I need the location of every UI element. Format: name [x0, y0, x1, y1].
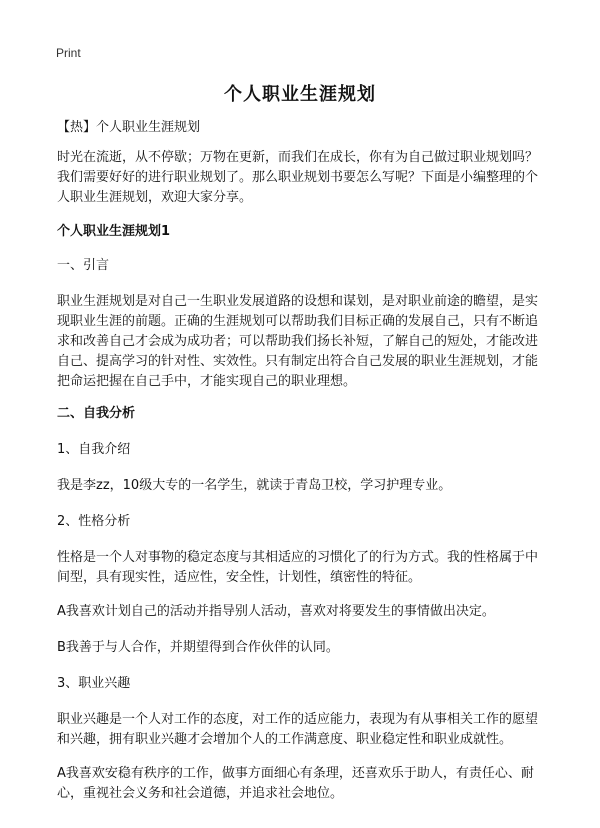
main-heading: 个人职业生涯规划1 [57, 224, 171, 239]
interest-item-a: A我喜欢安稳有秩序的工作，做事方面细心有条理，还喜欢乐于助人，有责任心、耐心，重视社会义务和社会道德，并追求社会地位。 [57, 766, 534, 801]
personality-item-a: A我喜欢计划自己的活动并指导别人活动，喜欢对将要发生的事情做出决定。 [57, 604, 495, 619]
introduction-paragraph: 职业生涯规划是对自己一生职业发展道路的设想和谋划，是对职业前途的瞻望，是实现职业生涯的前题。正确的生涯规划可以帮助我们目标正确的发展自己，只有不断追求和改善自己才会成为成功者；可以帮助我们扬长补短，了解自己的短处，才能改进自己、提高学习的针对性、实效性。只有制定出符合自己发展的职业生涯规划，才能把命运把握在自己手中，才能实现自己的职业理想。 [57, 294, 539, 389]
interest-paragraph: 职业兴趣是一个人对工作的态度，对工作的适应能力，表现为有从事相关工作的愿望和兴趣，拥有职业兴趣才会增加个人的工作满意度、职业稳定性和职业成就性。 [57, 712, 539, 747]
section-heading-self-analysis: 二、自我分析 [57, 406, 136, 421]
subheading-self-introduction: 1、自我介绍 [57, 442, 131, 457]
subheading-interest: 3、职业兴趣 [57, 676, 131, 691]
hot-line: 【热】个人职业生涯规划 [57, 120, 201, 135]
print-label: Print [56, 46, 81, 60]
page-title: 个人职业生涯规划 [224, 84, 376, 105]
personality-paragraph: 性格是一个人对事物的稳定态度与其相适应的习惯化了的行为方式。我的性格属于中间型，具有现实性，适应性，安全性，计划性，缜密性的特征。 [57, 550, 539, 585]
intro-paragraph: 时光在流逝，从不停歇；万物在更新，而我们在成长，你有为自己做过职业规划吗？我们需要好好的进行职业规划了。那么职业规划书要怎么写呢？下面是小编整理的个人职业生涯规划，欢迎大家分享。 [57, 150, 539, 205]
document-body [57, 118, 549, 804]
self-introduction-paragraph: 我是李zz，10级大专的一名学生，就读于青岛卫校，学习护理专业。 [57, 478, 452, 493]
personality-item-b: B我善于与人合作，并期望得到合作伙伴的认同。 [57, 640, 339, 655]
section-heading-introduction: 一、引言 [57, 258, 110, 273]
subheading-personality: 2、性格分析 [57, 514, 131, 529]
